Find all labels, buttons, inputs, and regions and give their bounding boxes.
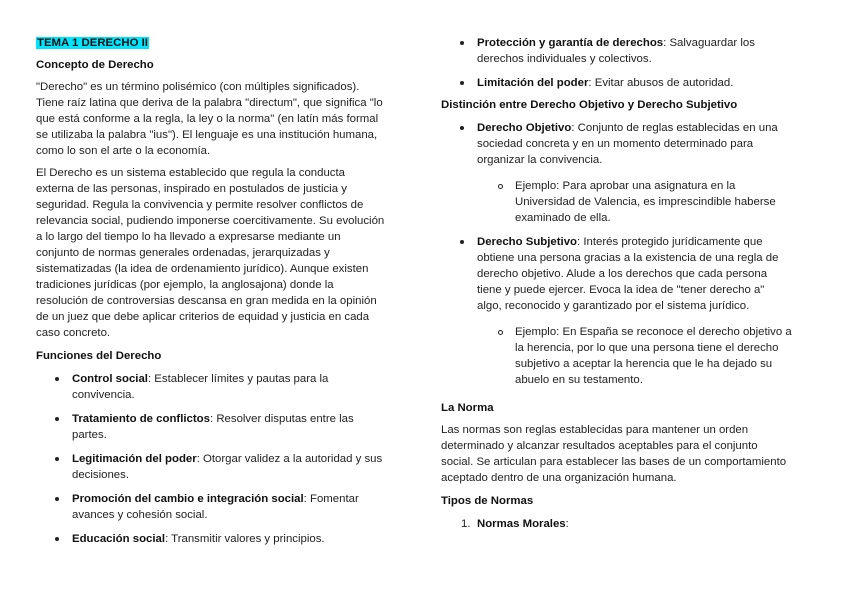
item-term: Control social <box>72 373 148 385</box>
text-line: Las normas son reglas establecidas para mantener un orden <box>441 424 749 436</box>
subjetivo-list <box>441 234 819 314</box>
list-item <box>36 371 408 403</box>
item-term: Legitimación del poder <box>72 453 197 465</box>
item-number: 1. <box>461 518 471 530</box>
paragraph-definicion <box>36 165 408 341</box>
item-term: Tratamiento de conflictos <box>72 413 210 425</box>
item-text: abuelo en su testamento. <box>515 374 643 386</box>
norma-heading: La Norma <box>441 402 494 414</box>
item-term: Normas Morales <box>477 518 566 530</box>
list-item <box>441 35 819 67</box>
item-text: obtiene una persona gracias a la existencia de una regla de <box>477 252 779 264</box>
subjetivo-example-list <box>441 324 819 388</box>
item-term: Promoción del cambio e integración social <box>72 493 304 505</box>
item-text: derecho objetivo. Alude a los derechos que cada persona <box>477 268 768 280</box>
text-line: relevancia social, pudiendo imponerse coercitivamente. Su evolución <box>36 215 385 227</box>
item-text: decisiones. <box>72 469 129 481</box>
item-term: Protección y garantía de derechos <box>477 37 664 49</box>
item-text: tiene y puede ejercer. Evoca la idea de "tener derecho a" <box>477 284 765 296</box>
left-column <box>36 0 408 547</box>
item-text: organizar la convivencia. <box>477 154 603 166</box>
paragraph-norma <box>441 422 819 486</box>
text-line: a lo largo del tiempo lo ha llevado a expresarse mediante un <box>36 231 341 243</box>
item-text: : Evitar abusos de autoridad. <box>588 77 734 89</box>
text-line: se utilizaba la palabra "ius"). El lenguaje es una institución humana, <box>36 129 378 141</box>
text-line: que está conforme a la regla, la ley o la norma" (en latín más formal <box>36 113 379 125</box>
text-line: tradiciones jurídicas (por ejemplo, la anglosajona) donde la <box>36 279 334 291</box>
item-text: examinado de ella. <box>515 212 611 224</box>
text-line: resolución de controversias descansa en gran medida en la opinión <box>36 295 377 307</box>
list-item <box>36 411 408 443</box>
item-text: : Otorgar validez a la autoridad y sus <box>196 453 383 465</box>
right-column <box>441 0 819 532</box>
text-line: determinado y alcanzar resultados aceptables para el conjunto <box>441 440 758 452</box>
item-text: convivencia. <box>72 389 135 401</box>
list-item <box>36 531 408 547</box>
item-text: sociedad concreta y en un momento determinado para <box>477 138 754 150</box>
text-line: El Derecho es un sistema establecido que regula la conducta <box>36 167 345 179</box>
list-item <box>36 491 408 523</box>
list-item-objetivo <box>441 120 819 168</box>
text-line: como lo son el arte o la economía. <box>36 145 211 157</box>
example-item <box>441 178 819 226</box>
item-text: Ejemplo: En España se reconoce el derecho objetivo a <box>515 326 792 338</box>
text-line: caso concreto. <box>36 327 111 339</box>
funciones-list-continued <box>441 35 819 91</box>
example-item <box>441 324 819 388</box>
concepto-heading: Concepto de Derecho <box>36 59 154 71</box>
item-text: algo, reconocido y garantizado por el sistema jurídico. <box>477 300 750 312</box>
distincion-heading: Distinción entre Derecho Objetivo y Derecho Subjetivo <box>441 99 738 111</box>
item-text: derechos individuales y colectivos. <box>477 53 652 65</box>
paragraph-concepto <box>36 79 408 159</box>
funciones-heading: Funciones del Derecho <box>36 350 162 362</box>
tipos-list <box>441 516 819 532</box>
item-text: avances y cohesión social. <box>72 509 208 521</box>
item-term: Limitación del poder <box>477 77 589 89</box>
item-text: : Salvaguardar los <box>663 37 755 49</box>
text-line: Tiene raíz latina que deriva de la palabra "directum", que significa "lo <box>36 97 383 109</box>
item-text: subjetivo a aceptar la herencia que le ha dejado su <box>515 358 773 370</box>
item-term: Educación social <box>72 533 166 545</box>
text-line: aceptado dentro de una organización humana. <box>441 472 677 484</box>
list-item <box>441 75 819 91</box>
item-text: : Interés protegido jurídicamente que <box>577 236 763 248</box>
list-item <box>441 516 819 532</box>
text-line: externa de las personas, inspirado en postulados de justicia y <box>36 183 347 195</box>
document-title: TEMA 1 DERECHO II <box>37 37 148 49</box>
text-line: conjunto de normas generales ordenadas, jerarquizadas y <box>36 247 330 259</box>
list-item <box>36 451 408 483</box>
item-text: la herencia, por lo que una persona tiene el derecho <box>515 342 779 354</box>
item-text: Ejemplo: Para aprobar una asignatura en la <box>515 180 736 192</box>
tipos-heading: Tipos de Normas <box>441 495 534 507</box>
funciones-list <box>36 371 408 547</box>
item-text: : Establecer límites y pautas para la <box>147 373 329 385</box>
list-item-subjetivo <box>441 234 819 314</box>
item-term: Derecho Subjetivo <box>477 236 578 248</box>
text-line: social. Se articulan para establecer las bases de un comportamiento <box>441 456 787 468</box>
item-text: Universidad de Valencia, es imprescindible haberse <box>515 196 776 208</box>
item-term: Derecho Objetivo <box>477 122 572 134</box>
objetivo-example-list <box>441 178 819 226</box>
text-line: "Derecho" es un término polisémico (con múltiples significados). <box>36 81 360 93</box>
item-text: partes. <box>72 429 107 441</box>
text-line: seguridad. Regula la convivencia y permite resolver conflictos de <box>36 199 364 211</box>
item-text: : Fomentar <box>303 493 359 505</box>
text-line: sistematizadas (la idea de ordenamiento jurídico). Aunque existen <box>36 263 369 275</box>
item-text: : Conjunto de reglas establecidas en una <box>571 122 778 134</box>
text-line: de un juez que debe aplicar criterios de equidad y justicia en cada <box>36 311 370 323</box>
distincion-list <box>441 120 819 168</box>
item-text: : Transmitir valores y principios. <box>165 533 325 545</box>
item-text: : <box>565 518 569 530</box>
item-text: : Resolver disputas entre las <box>209 413 354 425</box>
